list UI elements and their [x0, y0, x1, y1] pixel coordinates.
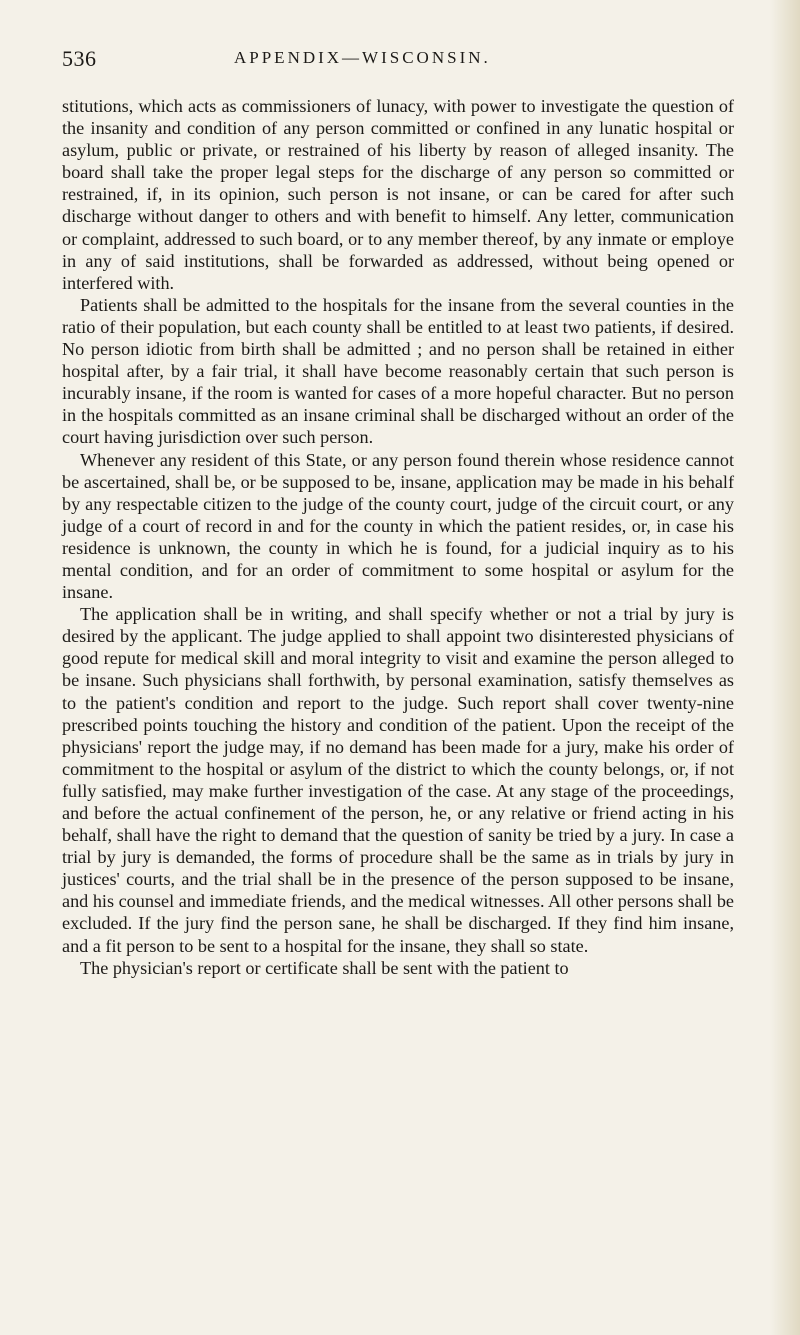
page-edge-shading: [770, 0, 800, 1335]
paragraph-continuation: stitutions, which acts as commissioners of lunacy, with power to investigate the question of the insanity and condition of any person committed or confined in any lunatic hospital or asylum, public or private, or restrained of his liberty by reason of alleged insanity. The board shall take the proper legal steps for the discharge of any person so committed or restrained, if, in its opinion, such person is not insane, or can be cared for after such discharge without danger to others and with benefit to himself. Any letter, communication or complaint, addressed to such board, or to any member thereof, by any inmate or employe in any of said institutions, shall be forwarded as addressed, without being opened or interfered with.: [62, 96, 734, 293]
page-number: 536: [62, 46, 97, 71]
paragraph-judicial-inquiry: Whenever any resident of this State, or any person found therein whose residence cannot be ascertained, shall be, or be supposed to be, insane, application may be made in his behalf by any respectable citizen to the judge of the county court, judge of the circuit court, or any judge of a court of record in and for the county in which the patient resides, or, in case his residence is unknown, the county in which he is found, for a judicial inquiry as to his mental condition, and for an order of commitment to some hospital or asylum for the insane.: [62, 449, 734, 603]
page-header: [62, 46, 734, 76]
paragraph-admission: Patients shall be admitted to the hospitals for the insane from the several counties in the ratio of their population, but each county shall be entitled to at least two patients, if desired. No person idiotic from birth shall be admitted ; and no person shall be retained in either hospital after, by a fair trial, it shall have become reasonably certain that such person is incurably insane, if the room is wanted for cases of a more hopeful character. But no person in the hospitals committed as an insane criminal shall be discharged without an order of the court having jurisdiction over such person.: [62, 294, 734, 448]
paragraph-application: The application shall be in writing, and shall specify whether or not a trial by jury is desired by the applicant. The judge applied to shall appoint two disinterested physicians of good repute for medical skill and moral integrity to visit and examine the person alleged to be insane. Such physicians shall forthwith, by personal examination, satisfy themselves as to the patient's condition and report to the judge. Such report shall cover twenty-nine prescribed points touching the history and condition of the patient. Upon the receipt of the physicians' report the judge may, if no demand has been made for a jury, make his order of commitment to the hospital or asylum of the district to which the county belongs, or, if not fully satisfied, may make further investigation of the case. At any stage of the proceedings, and before the actual confinement of the person, he, or any relative or friend acting in his behalf, shall have the right to demand that the question of sanity be tried by a jury. In case a trial by jury is demanded, the forms of procedure shall be the same as in trials by jury in justices' courts, and the trial shall be in the presence of the person supposed to be insane, and his counsel and immediate friends, and the medical witnesses. All other persons shall be excluded. If the jury find the person sane, he shall be discharged. If they find him insane, and a fit person to be sent to a hospital for the insane, they shall so state.: [62, 604, 734, 956]
running-head: APPENDIX—WISCONSIN.: [234, 48, 491, 67]
body-text: [62, 95, 734, 979]
paragraph-physician-report: The physician's report or certificate shall be sent with the patient to: [80, 957, 569, 978]
